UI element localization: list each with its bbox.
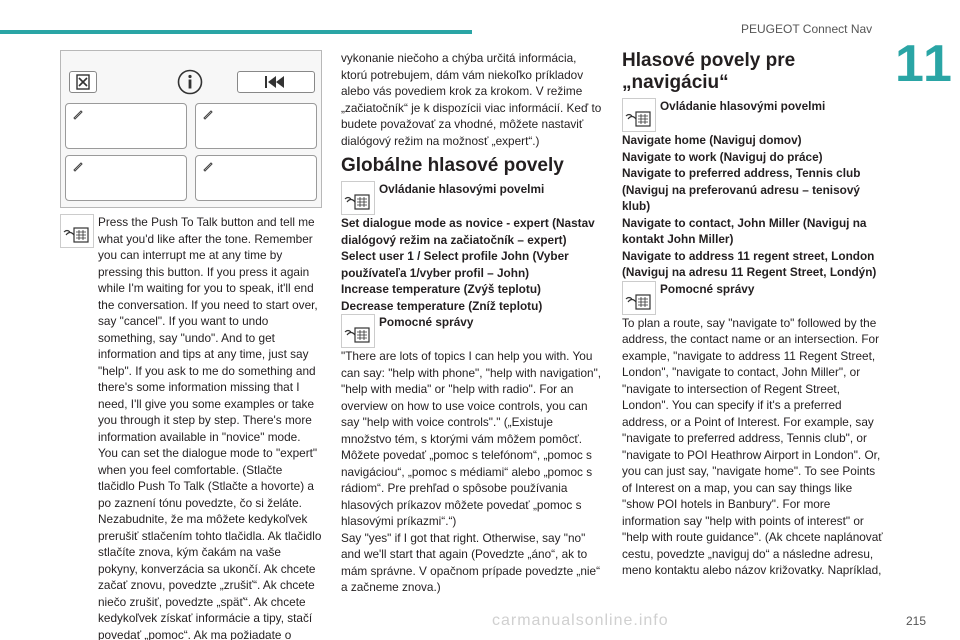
help-text: To plan a route, say "navigate to" followed by the address, the contact name or an intersection. For example, "navigate to address 11 Regent Street, London", "navigate to contact, John Miller", or "navigate to intersection of Regent Street, London". You can specify if it's a preferred address, or a Point of Interest. For example, say "navigate to preferred address, Tennis club", or "navigate to POI Heathrow Airport in London". Or, you can just say, "navigate home". To see Points of Interest on a map, you can say things like "show POI hotels in Banbury". For more information say "help with points of interest" or "help with route guidance". (Ak chcete naplánovať cestu, povedzte „naviguj do“ a následne adresu, meno kontaktu alebo názov križovatky. Napríklad,	[622, 315, 883, 577]
voice-control-label: Ovládanie hlasovými povelmi	[379, 182, 545, 196]
touchscreen-illustration	[60, 50, 322, 208]
help-label-row	[341, 314, 603, 348]
push-to-talk-icon	[60, 214, 94, 248]
help-label-row	[622, 281, 884, 315]
shortcut-tile	[195, 103, 317, 149]
command-item: Navigate to work (Naviguj do práce)	[622, 149, 823, 164]
help-label: Pomocné správy	[660, 281, 755, 296]
push-to-talk-icon	[341, 314, 375, 348]
command-item: Navigate to preferred address, Tennis club (Naviguj na preferovanú adresu – tenisový klub)	[622, 166, 861, 213]
command-item: Navigate home (Naviguj domov)	[622, 133, 802, 147]
pencil-icon	[72, 160, 84, 172]
voice-control-label-row	[622, 98, 884, 132]
close-x-icon	[69, 71, 97, 93]
section-heading-navigation: Hlasové povely pre „navigáciu“	[622, 50, 796, 93]
command-item: Increase temperature (Zvýš teplotu)	[341, 282, 541, 296]
running-header-title: PEUGEOT Connect Nav	[741, 22, 873, 36]
info-icon	[177, 69, 203, 95]
watermark: carmanualsonline.info	[492, 612, 669, 629]
push-to-talk-icon	[622, 281, 656, 315]
intro-block	[60, 214, 322, 640]
column-3	[622, 50, 884, 579]
chapter-number: 11	[895, 35, 954, 93]
command-item: Decrease temperature (Zníž teplotu)	[341, 298, 543, 313]
shortcut-tile	[65, 103, 187, 149]
shortcut-tile	[65, 155, 187, 201]
pencil-icon	[72, 108, 84, 120]
help-text-confirm: Say "yes" if I got that right. Otherwise, say "no" and we'll start that again (Povedzte „áno“, ak to mám správne. V opačnom prípade povedzte „nie“ a začneme znova.)	[341, 530, 601, 594]
command-list	[622, 132, 884, 281]
help-text: "There are lots of topics I can help you with. You can say: "help with phone", "help with navigation", "help with media" or "help with radio". For an overview on how to use voice controls, you can say "help with voice controls"." („Existuje množstvo tém, s ktorými vám môžem pomôcť. Môžete povedať „pomoc s telefónom“, „pomoc s navigáciou“, „pomoc s médiami“ alebo „pomoc s rádiom“. Pre prehľad o spôsobe používania hlasových príkazov môžete povedať „pomoc s hlasovými príkazmi“.“)	[341, 349, 602, 528]
section-heading-global: Globálne hlasové povely	[341, 155, 564, 176]
command-item: Set dialogue mode as novice - expert (Nastav dialógový režim na začiatočník – expert)	[341, 216, 595, 247]
column-1	[60, 50, 322, 640]
header-accent-bar	[0, 30, 472, 34]
page-number: 215	[906, 614, 927, 628]
voice-control-label-row	[341, 181, 603, 215]
push-to-talk-icon	[622, 98, 656, 132]
continuation-text: vykonanie niečoho a chýba určitá informácia, ktorú potrebujem, dám vám niekoľko príkladov alebo vás povediem krok za krokom. V režime „začiatočník“ je k dispozícii viac informácií. Keď to budete považovať za vhodné, môžete nastaviť dialógový režim na možnosť „expert“.)	[341, 51, 602, 148]
pencil-icon	[202, 108, 214, 120]
shortcut-tile	[195, 155, 317, 201]
command-item: Select user 1 / Select profile John (Vyber používateľa 1/vyber profil – John)	[341, 249, 569, 280]
help-label: Pomocné správy	[379, 315, 474, 329]
pencil-icon	[202, 160, 214, 172]
command-item: Navigate to contact, John Miller (Naviguj na kontakt John Miller)	[622, 215, 867, 246]
command-item: Navigate to address 11 regent street, London (Naviguj na adresu 11 Regent Street, Londýn)	[622, 248, 877, 279]
command-list	[341, 215, 603, 314]
column-2	[341, 50, 603, 596]
intro-text: Press the Push To Talk button and tell me what you'd like after the tone. Remember you can interrupt me at any time by pressing this button. If you press it again while I'm waiting for you to speak, it'll end the conversation. If you need to start over, say "cancel". If you want to undo something, say "undo". And to get information and tips at any time, just say "help". If you ask to me do something and there's some information missing that I need, I'll give you some examples or take you through it step by step. There's more information available in "novice" mode. You can set the dialogue mode to "expert" when you feel comfortable. (Stlačte tlačidlo Push To Talk (Stlačte a hovorte) a po zaznení tónu povedzte, čo si želáte. Nezabudnite, že ma môžete kedykoľvek prerušiť stlačením tohto tlačidla. Ak tlačidlo stlačíte znova, kým čakám na vaše pokyny, konverzácia sa ukončí. Ak chcete začať znovu, povedzte „zrušiť“. Ak chcete niečo zrušiť, povedzte „späť“. Ak chcete kedykoľvek získať informácie a tipy, stačí povedať „pomoc“. Ak ma požiadate o	[98, 215, 322, 640]
voice-control-label: Ovládanie hlasovými povelmi	[660, 99, 826, 113]
rewind-icon	[237, 71, 315, 93]
push-to-talk-icon	[341, 181, 375, 215]
